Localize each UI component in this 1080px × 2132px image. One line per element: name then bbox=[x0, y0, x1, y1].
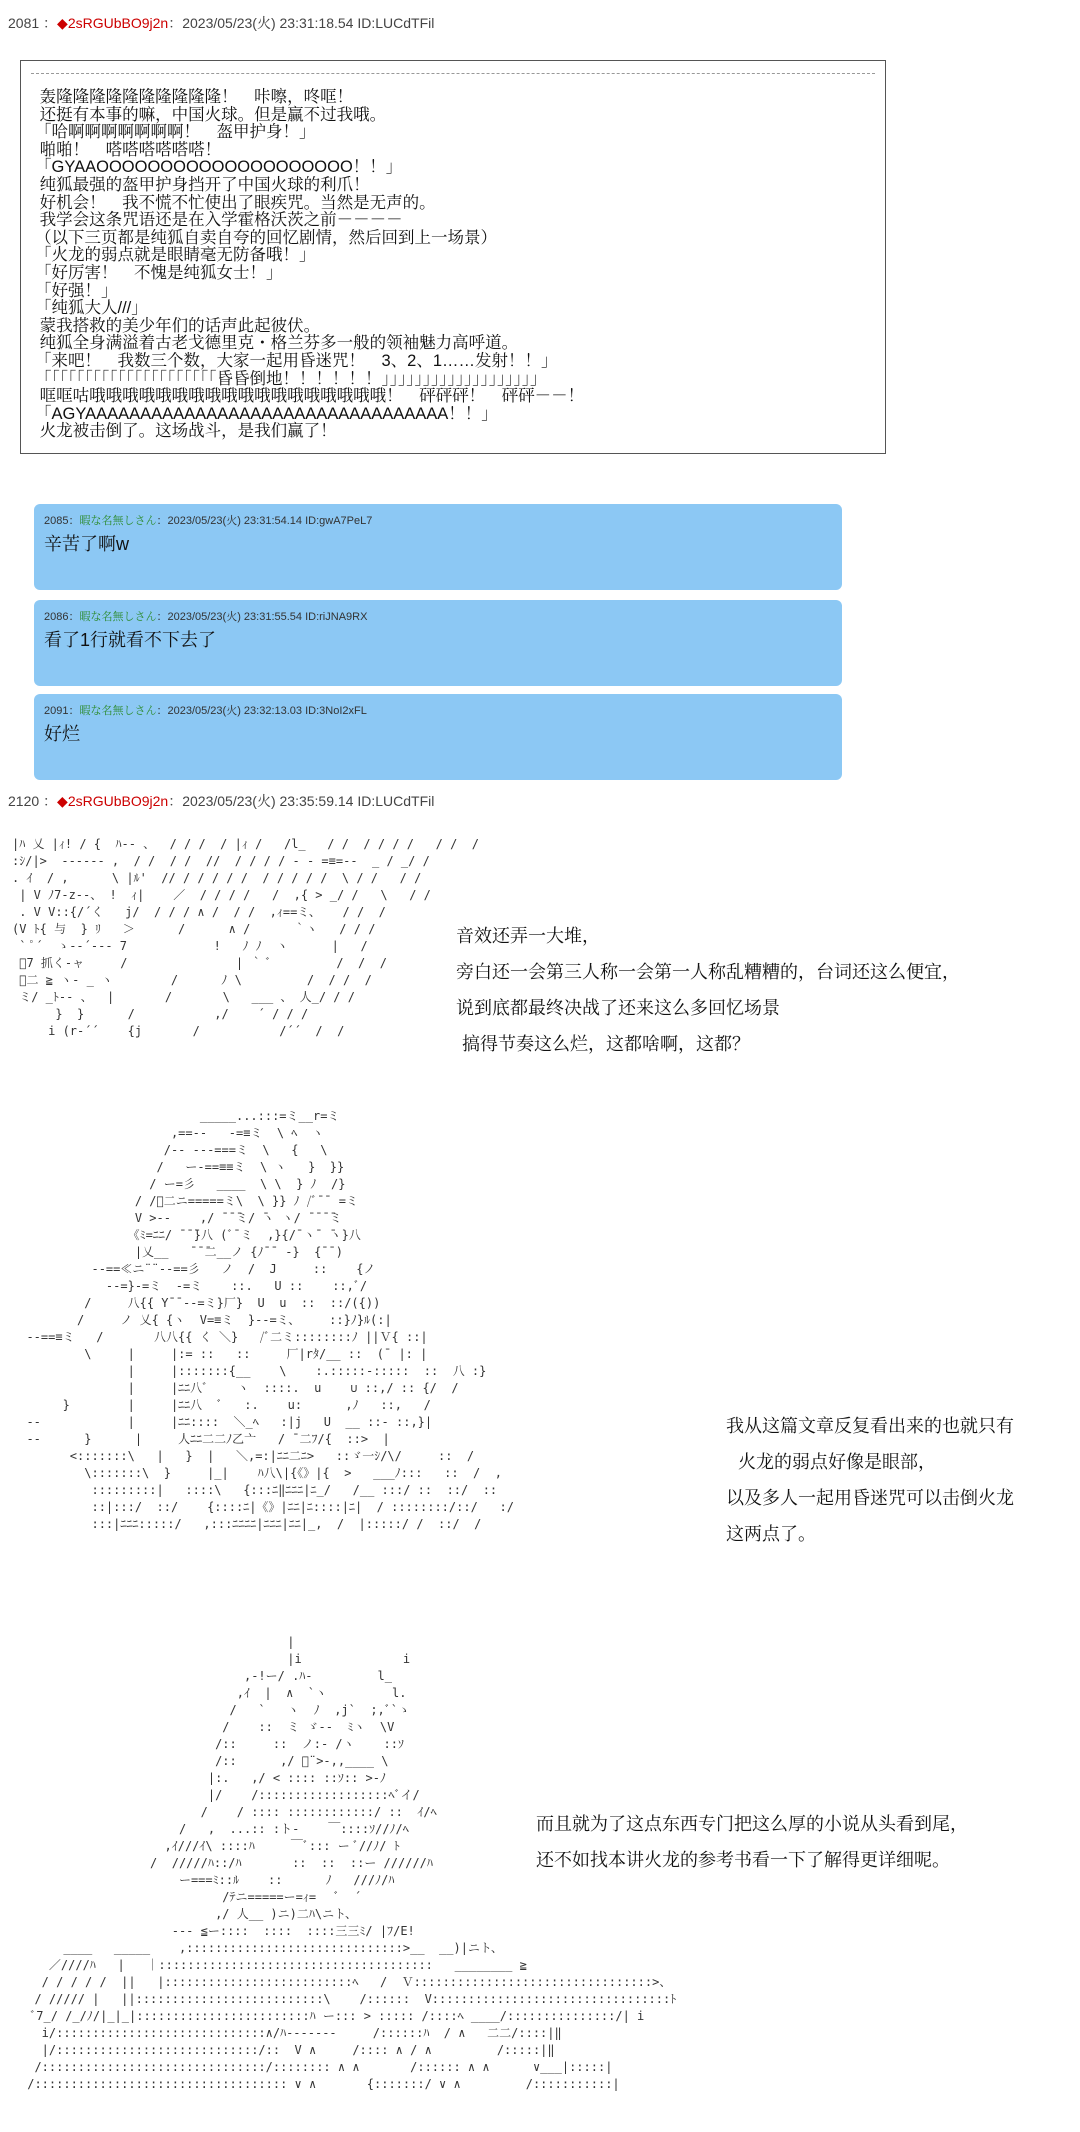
story-line: 我学会这条咒语还是在入学霍格沃茨之前－－－－ bbox=[35, 211, 403, 230]
reply-number[interactable]: 2085 bbox=[44, 515, 69, 527]
story-line: 轰隆隆隆隆隆隆隆隆隆隆！ 咔嚓，咚哐！ bbox=[35, 88, 354, 106]
reply-name: 暇な名無しさん bbox=[79, 515, 157, 527]
story-line: 「好强！」 bbox=[35, 281, 118, 300]
story-line: 啪啪！ 嗒嗒嗒嗒嗒嗒！ bbox=[35, 140, 222, 159]
reply-card bbox=[34, 600, 842, 686]
reply-card bbox=[34, 504, 842, 590]
story-line: 哐哐咕哦哦哦哦哦哦哦哦哦哦哦哦哦哦哦哦哦哦！ 砰砰砰！ 砰砰－－！ bbox=[35, 387, 585, 406]
post-number: 2081 bbox=[8, 15, 40, 31]
story-line: 好机会！ 我不慌不忙使出了眼疾咒。当然是无声的。 bbox=[35, 193, 436, 212]
reply-body: 看了1行就看不下去了 bbox=[44, 630, 217, 650]
post-number: 2120 bbox=[8, 793, 40, 809]
reply-meta: 2085：暇な名無しさん：2023/05/23(火) 23:31:54.14 ID:gwA7PeL7 bbox=[44, 515, 373, 527]
post-trip[interactable]: 2sRGUbBO9j2n bbox=[67, 15, 169, 31]
caption-line: 火龙的弱点好像是眼部， bbox=[738, 1452, 936, 1472]
trip-diamond-icon: ◆ bbox=[57, 15, 68, 31]
caption-line: 搞得节奏这么烂，这都啥啊，这都？ bbox=[462, 1034, 750, 1054]
story-lines bbox=[35, 89, 873, 441]
reply-date: ：2023/05/23(火) 23:31:54.14 ID:gwA7PeL7 bbox=[156, 515, 373, 527]
post-header: 2081 ：◆2sRGUbBO9j2n：2023/05/23(火) 23:31:18.54 ID:LUCdTFil bbox=[8, 15, 435, 31]
caption-line: 以及多人一起用昏迷咒可以击倒火龙 bbox=[726, 1488, 1014, 1508]
story-line: 纯狐全身满溢着古老戈德里克・格兰芬多一般的领袖魅力高呼道。 bbox=[35, 334, 519, 353]
story-line: 「哈啊啊啊啊啊啊啊！ 盔甲护身！」 bbox=[35, 123, 316, 142]
reply-meta: 2091：暇な名無しさん：2023/05/23(火) 23:32:13.03 ID:3NoI2xFL bbox=[44, 705, 367, 717]
caption-line: 音效还弄一大堆， bbox=[456, 926, 600, 946]
story-box bbox=[20, 60, 886, 454]
story-line: （以下三页都是纯狐自卖自夸的回忆剧情，然后回到上一场景） bbox=[35, 228, 497, 247]
story-line: 「「「「「「「「「「「「「「「「「「「「「昏昏倒地！！！！！！」」」」」」」」」」」」」」」」」」」 bbox=[35, 369, 547, 388]
story-line: 蒙我搭救的美少年们的话声此起彼伏。 bbox=[35, 316, 321, 335]
post-header: 2120 ：◆2sRGUbBO9j2n：2023/05/23(火) 23:35:59.14 ID:LUCdTFil bbox=[8, 793, 435, 809]
ascii-art-figure-1: |ﾊ 乂 |ｨ! / { ﾊ-- 、 / / / / |ｨ / /l_ / / / / / / / / / :ｼ/|> -----‐ , / / / / // / / / / - - =≡=-- _ / _/ / . ｲ / , \ |ﾙ' // / / / / / / / / / / \ / / / / | V ﾉ7-z--、 ! ｨ| ／ / / / / / ,{ > _/ / \ / / . V V::{/´く j/ / / / ∧ / / / ,ｨ==ミ、 / / / (V ﾄ{ 与 } ﾘ ＞ / ∧ / ｀ヽ / / / ` ﾟ´ ゝ-‐´--- 7 ! ﾉ ﾉ ヽ | / ﾞ7 抓く-ャ / | ｀ ﾞ / / / ﾞ二 ≧ ヽ- _ ヽ / ﾉ \ / / / / ミ/ _ﾄ-- 、 | / \ ___ 、 人_/ / / } } / ,/ ´ / / / i (r-´´ {j / /´´ / / bbox=[12, 837, 480, 1038]
post-trip[interactable]: 2sRGUbBO9j2n bbox=[67, 793, 169, 809]
ascii-art-figure-2: _____...:::=ミ__r=ミ ,==-- ‐=≡ミ \ ﾍ ヽ /‐‐ ---===ミ \ { \ / ー-==≡≡ミ \ ヽ } }} / ー=彡 ____ \ \ } ﾉ /} / /ﾞ二ニ=====ミ\ \ }} ﾉ /ﾞ¯¯ =ミ V >-- ,/ ̄ ̄ ̄ミ/ ̄ヽ ヽ/ ̄ ̄ ̄ ̄ミ 《ﾐ=ﾆﾆ/ ̄ ̄ ̄}八 (ﾞ¯ミ ,}{/¯ヽ¯ ̄ヽ}八 |乂__ ̄ ̄ ̄二__ノ {ﾉ¯¯ ‐} {¯¯) --==≪ニ¨¨--==彡 ノ / J :: {ノ --=}-=ミ -=ミ ::. U :: ::,ﾞ/ / 八{{ Y¯¯--=ミ}厂} U u :: ::/({)) / ノ 乂{ {ヽ V=≡ミ }--=ミ、 ::}ﾉ}ﾙ(:| --==≡ミ / 八八{{ く ＼} /ﾞ二ミ::::::::ﾉ ||Ｖ{ ::| \ | |:= :: :: 厂|rﾀ/__ :: (¯ |: | | |:::::::{__ \ :.:::::-::::: :: 八 :} | |ﾆﾆ八ﾞ ヽ ::::. u ∪ ::,/ :: {/ / } | |ﾆﾆ八 ﾞ :. u: ,ﾉ ::, / -- | |ﾆﾆ:::: ＼_ﾍ :|j U __ ::- ::,}| -- } | 人ﾆﾆ二二ﾉ乙亠 / ¯二ﾌ/{ ::> | <:::::::\ | } | ＼,=:|ﾆﾆ二ﾆ> ::ゞ一ｼ/\/ :: / \:::::::\ } |_| ﾊ八\|{《》|{ > ___ﾉ::: :: / , :::::::::| ::::\ {:::ﾆ‖ﾆﾆﾆ|ﾆ_/ /__ :::/ :: ::/ :: ::|:::/ ::/ {::::ﾆ|《》|ﾆﾆ|ﾆ::::|ﾆ| / ::::::::/::/ :/ :::|ﾆﾆﾆ:::::/ ,:::ﾆﾆﾆﾆ|ﾆﾆﾆ|ﾆﾆ|_, / |:::::/ / ::/ / bbox=[26, 1109, 514, 1531]
story-line: 纯狐最强的盔甲护身挡开了中国火球的利爪！ bbox=[35, 175, 370, 194]
trip-diamond-icon: ◆ bbox=[57, 793, 68, 809]
reply-meta: 2086：暇な名無しさん：2023/05/23(火) 23:31:55.54 ID:riJNA9RX bbox=[44, 611, 368, 623]
caption-line: 这两点了。 bbox=[726, 1524, 816, 1544]
story-line: 「火龙的弱点就是眼睛毫无防备哦！」 bbox=[35, 246, 316, 265]
ascii-art-figure-3: | |i i ,-!ー/ .ﾊ‐ l_ ,ｲ | ∧ `ヽ l. / ` ヽ ﾉ ,j` ;,ﾞ`ゝ / :: ミ ゞ-‐ ﾐヽ \V /:: :: ノ:‐ /ヽ ::ｿ /:: ,/ ﾞ¨>-,,____ \ |:. ,/ < :::: ::ｿ:: >-ﾉ |/ /::::::::::::::::::ﾍﾞイ/ / / :::: ::::::::::::/ :: ｲ/ﾍ / , ...:: :ト- ￣::::ｿ//ﾉ/ﾍ ,ｲ///ｲ\ ::::ﾊ ￣ﾞ::: ー ﾞ//ﾉ/ ﾄ / /////ﾊ::/ﾊ :: :: ::ー //////ﾊ ー===ﾐ::ﾙ :: ﾉ ///ﾉ/ﾊ /ﾃニ=====ー=ｨ= ﾞ ´ ,/ 人__ )ニ)二ﾊ\ニト、 --- ≦ー:::: :::: ::::三三ﾐ/ |ﾌ/E! ____ _____ ,::::::::::::::::::::::::::::::>__ __)|ニト、 ／////ﾊ | ｜:::::::::::::::::::::::::::::::::::::: ________ ≧ / / / / / || |::::::::::::::::::::::::::ﾍ / Ｖ:::::::::::::::::::::::::::::::::>、 / ///// | ||::::::::::::::::::::::::::\ /:::::: V:::::::::::::::::::::::::::::::::ﾄ ﾞ7_/ /_/ﾉ/|_|_|::::::::::::::::::::::::ﾊ ー::: > ::::: /::::ﾍ ____/:::::::::::::::/| i i/:::::::::::::::::::::::::::::∧/ﾊ------- /::::::ﾊ / ∧ 二二/::::|‖ |/::::::::::::::::::::::::::::/:: V ∧ /:::: ∧ / ∧ /:::::|‖ /:::::::::::::::::::::::::::::::/:::::::: ∧ ∧ /:::::: ∧ ∧ ∨___|:::::| /::::::::::::::::::::::::::::::::::: ∨ ∧ {:::::::/ ∨ ∧ /:::::::::::| bbox=[27, 1635, 677, 2091]
story-line: 「好厉害！ 不愧是纯狐女士！」 bbox=[35, 263, 283, 282]
caption-line: 还不如找本讲火龙的参考书看一下了解得更详细呢。 bbox=[536, 1850, 950, 1870]
story-line: 「来吧！ 我数三个数，大家一起用昏迷咒！ 3、2、1……发射！！」 bbox=[35, 351, 558, 370]
caption-block-3 bbox=[536, 1806, 968, 1878]
caption-block-1 bbox=[456, 918, 960, 1062]
reply-name: 暇な名無しさん bbox=[79, 611, 157, 623]
caption-line: 旁白还一会第三人称一会第一人称乱糟糟的，台词还这么便宜， bbox=[456, 962, 960, 982]
reply-date: ：2023/05/23(火) 23:32:13.03 ID:3NoI2xFL bbox=[156, 705, 367, 717]
reply-body: 好烂 bbox=[44, 724, 80, 744]
story-line: 还挺有本事的嘛，中国火球。但是赢不过我哦。 bbox=[35, 105, 387, 124]
reply-date: ：2023/05/23(火) 23:31:55.54 ID:riJNA9RX bbox=[156, 611, 368, 623]
story-line: 「GYAAOOOOOOOOOOOOOOOOOOOO！！」 bbox=[35, 158, 403, 177]
story-line: 「纯狐大人///」 bbox=[35, 299, 148, 318]
reply-name: 暇な名無しさん bbox=[79, 705, 157, 717]
caption-line: 我从这篇文章反复看出来的也就只有 bbox=[726, 1416, 1014, 1436]
caption-block-2 bbox=[726, 1408, 1014, 1552]
story-line: 火龙被击倒了。这场战斗，是我们赢了！ bbox=[35, 422, 337, 441]
reply-number[interactable]: 2091 bbox=[44, 705, 69, 717]
reply-body: 辛苦了啊w bbox=[44, 534, 129, 554]
caption-line: 而且就为了这点东西专门把这么厚的小说从头看到尾， bbox=[536, 1814, 968, 1834]
reply-card bbox=[34, 694, 842, 780]
post-meta: ：2023/05/23(火) 23:31:18.54 ID:LUCdTFil bbox=[168, 15, 435, 31]
reply-number[interactable]: 2086 bbox=[44, 611, 69, 623]
box-top-dashes bbox=[31, 73, 875, 80]
caption-line: 说到底都最终决战了还来这么多回忆场景 bbox=[456, 998, 780, 1018]
story-line: 「AGYAAAAAAAAAAAAAAAAAAAAAAAAAAAAAAAAA！！」 bbox=[35, 404, 498, 423]
post-meta: ：2023/05/23(火) 23:35:59.14 ID:LUCdTFil bbox=[168, 793, 435, 809]
